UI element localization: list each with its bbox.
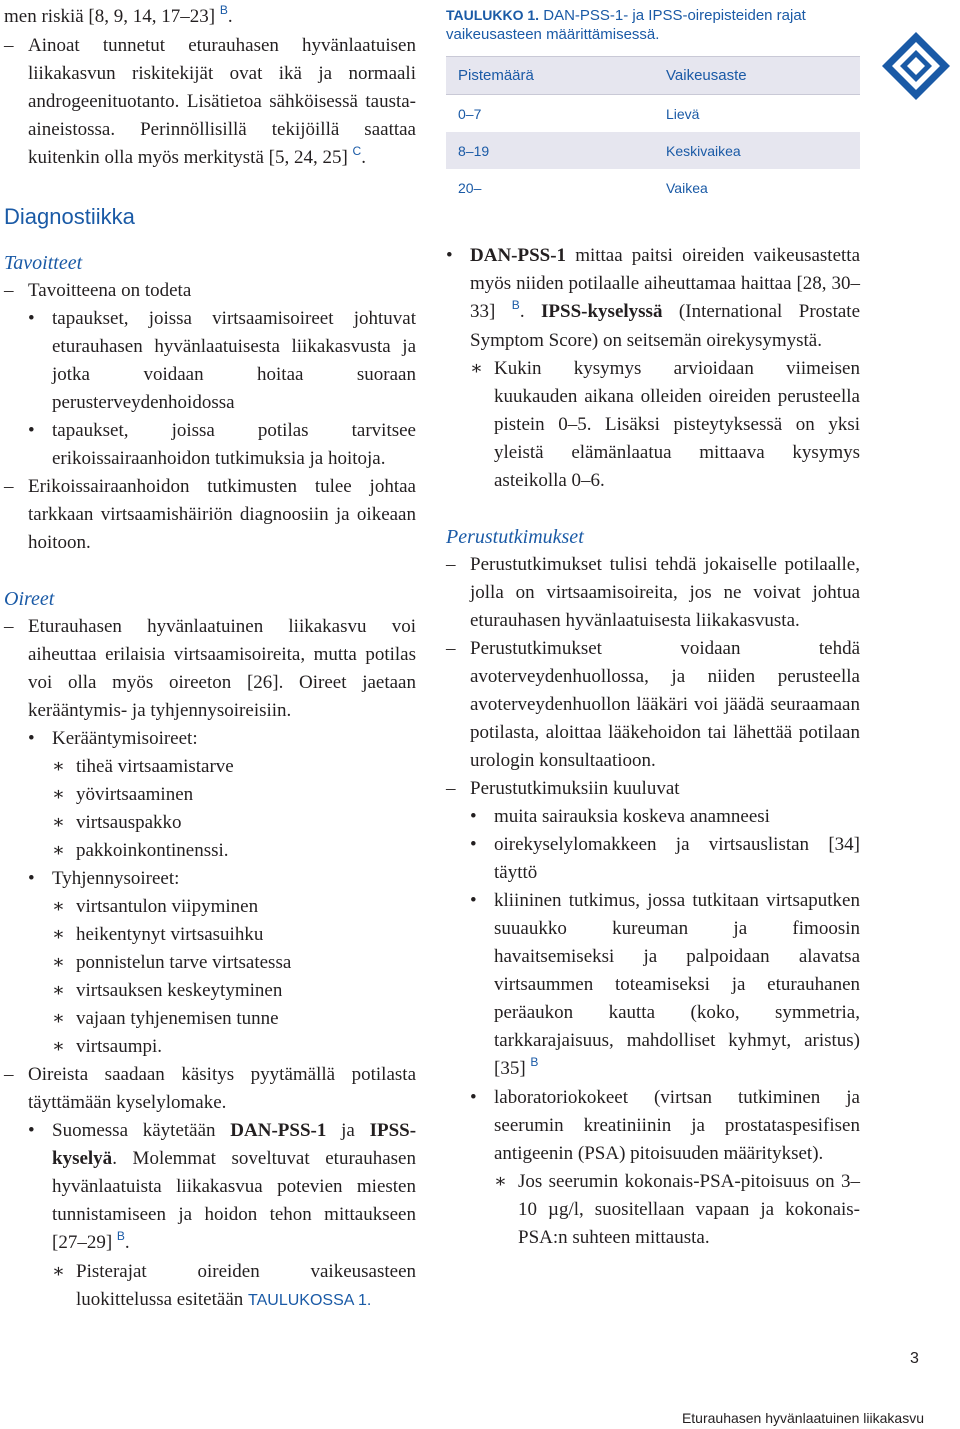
column-header-score: Pistemäärä	[446, 57, 654, 95]
right-column	[446, 0, 860, 1252]
evidence-level-b: B	[530, 1055, 539, 1069]
exam-bullet-4	[446, 1084, 860, 1168]
table-title: DAN-PSS-1- ja IPSS-oirepisteiden rajat vaikeusasteen määrittämisessä.	[446, 7, 806, 43]
asterisk-marker: ∗	[494, 1171, 507, 1192]
basic-exam-dash-3-text: Perustutkimuksiin kuuluvat	[470, 778, 680, 799]
intro-line-text: men riskiä [8, 9, 14, 17–23]	[4, 6, 216, 27]
bullet-marker: •	[470, 834, 477, 855]
asterisk-marker: ∗	[52, 756, 65, 777]
severity-cell: Keskivaikea	[654, 132, 860, 169]
dash-marker: –	[4, 1064, 14, 1085]
ipss-term: IPSS-kyselyä	[52, 1120, 417, 1169]
voiding-symptoms-list	[4, 893, 416, 1061]
exam-bullet-3	[446, 887, 860, 1084]
symptom-list-item	[4, 921, 416, 949]
dash-marker: –	[446, 554, 456, 575]
column-header-severity: Vaikeusaste	[654, 57, 860, 95]
questionnaire-rest: . Molemmat soveltuvat eturauhasen hyvänlaatuista liikakasvua potevien miesten tunnistamiseen ja hoidon tehon mittaukseen [27–29]	[52, 1148, 416, 1253]
symptom-list-item	[4, 1005, 416, 1033]
table-header-row	[446, 57, 860, 95]
symptom-list-item	[4, 977, 416, 1005]
goal-bullet-1	[4, 305, 416, 417]
evidence-level-b: B	[116, 1229, 125, 1243]
basic-exam-dash-2	[446, 635, 860, 775]
exam-bullet-1-text: muita sairauksia koskeva anamneesi	[494, 806, 770, 827]
symptom-text: virtsantulon viipyminen	[76, 896, 259, 917]
section-heading-diagnostiikka: Diagnostiikka	[4, 204, 135, 229]
basic-exam-dash-3	[446, 775, 860, 803]
dan-pss-term: DAN-PSS-1	[230, 1120, 327, 1141]
asterisk-marker: ∗	[52, 952, 65, 973]
evidence-level-b: B	[511, 298, 520, 312]
basic-exam-dash-1	[446, 551, 860, 635]
table-row	[446, 132, 860, 169]
evidence-level-c: C	[352, 144, 362, 158]
symptom-text: virtsauspakko	[76, 812, 182, 833]
voiding-symptoms-label: Tyhjennysoireet:	[52, 868, 180, 889]
score-cell: 20–	[458, 179, 482, 196]
risk-factors-item: – Ainoat tunnetut eturauhasen hyvänlaatuisen liikakasvun riskitekijät ovat ikä ja normaali androgeenituotanto. Lisätietoa sähköisessä tausta-aineistossa. Perinnöllisillä tekijöillä saattaa kuitenkin olla myös merkitystä [5, 24, 25] $^C$.	[4, 32, 416, 173]
bullet-marker: •	[28, 420, 35, 441]
bullet-marker: •	[28, 308, 35, 329]
table-reference-link[interactable]: TAULUKOSSA 1	[248, 1292, 367, 1309]
risk-factors-text: Ainoat tunnetut eturauhasen hyvänlaatuisen liikakasvun riskitekijät ovat ikä ja normaali androgeenituotanto. Lisätietoa sähköisessä tausta-aineistossa. Perinnöllisillä tekijöillä saattaa kuitenkin olla myös merkitystä [5, 24, 25]	[28, 35, 416, 168]
asterisk-marker: ∗	[52, 1008, 65, 1029]
dan-pss-term: DAN-PSS-1	[470, 245, 567, 266]
psa-text: Jos seerumin kokonais-PSA-pitoisuus on 3–10 µg/l, suositellaan vapaan ja kokonais-PSA:n suhteen mittausta.	[518, 1171, 860, 1248]
symptom-list-item	[4, 809, 416, 837]
asterisk-marker: ∗	[52, 784, 65, 805]
left-column	[4, 0, 416, 1315]
asterisk-marker: ∗	[52, 1261, 65, 1282]
running-footer: Eturauhasen hyvänlaatuinen liikakasvu	[681, 1410, 924, 1426]
dan-pss-bullet: • DAN-PSS-1 mittaa paitsi oireiden vaikeusastetta myös niiden potilaalle aiheuttamaa haittaa [28, 30–33] $^B$. IPSS-kyselyssä (International Prostate Symptom Score) on seitsemän oirekysymystä.	[446, 242, 860, 355]
symptom-list-item	[4, 781, 416, 809]
ipss-text: (International Prostate Symptom Score) on seitsemän oirekysymystä.	[470, 301, 860, 351]
asterisk-marker: ∗	[52, 980, 65, 1001]
bullet-marker: •	[28, 868, 35, 889]
bullet-marker: •	[470, 890, 477, 911]
questionnaire-dash-text: Oireista saadaan käsitys pyytämällä potilasta täyttämään kyselylomake.	[28, 1064, 416, 1113]
storage-symptoms-list	[4, 753, 416, 865]
symptom-text: yövirtsaaminen	[76, 784, 194, 805]
exam-bullet-2-text: oirekyselylomakkeen ja virtsauslistan [34] täyttö	[494, 834, 860, 883]
asterisk-marker: ∗	[52, 896, 65, 917]
dash-marker: –	[4, 35, 14, 56]
page-number: 3	[910, 1350, 919, 1367]
table-caption	[446, 6, 860, 44]
publisher-logo-icon	[880, 30, 952, 102]
symptom-list-item	[4, 893, 416, 921]
conjunction: ja	[341, 1120, 355, 1141]
asterisk-marker: ∗	[52, 924, 65, 945]
symptoms-dash-text: Eturauhasen hyvänlaatuinen liikakasvu voi aiheuttaa erilaisia virtsaamisoireita, mutta potilas voi olla myös oireeton [26]. Oireet jaetaan kerääntymis- ja tyhjennysoireisiin.	[28, 616, 416, 721]
exam-bullet-4-text: laboratoriokokeet (virtsan tutkiminen ja seerumin kreatiniinin ja prostataspesifisen antigeenin (PSA) pitoisuuden määritykset).	[494, 1087, 860, 1164]
questionnaire-bullet: • Suomessa käytetään DAN-PSS-1 ja IPSS-kyselyä. Molemmat soveltuvat eturauhasen hyvänlaatuista liikakasvua potevien miesten tunnistamiseen ja hoidon tehon mittaukseen [27–29] $^B$.	[4, 1117, 416, 1258]
severity-cell: Vaikea	[666, 179, 708, 196]
dash-marker: –	[446, 638, 456, 659]
tavoitteena-text: Tavoitteena on todeta	[28, 280, 192, 301]
bullet-marker: •	[470, 806, 477, 827]
table-row	[446, 95, 860, 133]
symptom-list-item	[4, 949, 416, 977]
asterisk-marker: ∗	[470, 358, 483, 379]
exam-bullet-2	[446, 831, 860, 887]
exam-bullet-3-text: kliininen tutkimus, jossa tutkitaan virtsaputken suuaukko kureuman ja fimoosin havaitsemiseksi ja palpoidaan alavatsa virtsaummen toteamiseksi ja eturauhanen peräaukon kautta (koko, symmetria, tarkkarajaisuus, mahdolliset kyhmyt, aristus) [35]	[494, 890, 860, 1079]
symptom-text: virtsauksen keskeytyminen	[76, 980, 283, 1001]
goal-bullet-1-text: tapaukset, joissa virtsaamisoireet johtuvat eturauhasen hyvänlaatuisesta liikakasvusta ja jotka voidaan hoitaa suoraan perusterveydenhoidossa	[52, 308, 416, 413]
symptom-text: ponnistelun tarve virtsatessa	[76, 952, 292, 973]
symptom-text: pakkoinkontinenssi.	[76, 840, 229, 861]
subheading-oireet: Oireet	[4, 588, 55, 610]
symptom-text: virtsaumpi.	[76, 1036, 163, 1057]
bullet-marker: •	[470, 1087, 477, 1108]
severity-table	[446, 56, 860, 206]
questionnaire-prefix: Suomessa käytetään	[52, 1120, 216, 1141]
intro-line: men riskiä [8, 9, 14, 17–23] $^B$.	[4, 3, 233, 27]
goal-bullet-2-text: tapaukset, joissa potilas tarvitsee erikoissairaanhoidon tutkimuksia ja hoitoja.	[52, 420, 416, 469]
storage-symptoms-label: Kerääntymisoireet:	[52, 728, 198, 749]
bullet-marker: •	[28, 728, 35, 749]
symptom-text: vajaan tyhjenemisen tunne	[76, 1008, 279, 1029]
bullet-marker: •	[446, 245, 453, 266]
dash-marker: –	[4, 476, 14, 497]
evidence-level-b: B	[219, 3, 228, 17]
asterisk-marker: ∗	[52, 1036, 65, 1057]
symptoms-dash	[4, 613, 416, 725]
basic-exam-dash-1-text: Perustutkimukset tulisi tehdä jokaiselle potilaalle, jolla on virtsaamisoireita, jos ne voivat johtua eturauhasen hyvänlaatuisesta liikakasvusta.	[470, 554, 860, 631]
basic-exam-dash-2-text: Perustutkimukset voidaan tehdä avoterveydenhuollossa, ja niiden perusteella avoterveydenhuollon lääkäri voi jäädä seuraamaan potilasta, aloittaa lääkehoidon tai lähettää potilaan urologin konsultaatioon.	[470, 638, 860, 771]
symptom-text: heikentynyt virtsasuihku	[76, 924, 264, 945]
scoring-text: Kukin kysymys arvioidaan viimeisen kuukauden aikana olleiden oireiden perusteella pistein 0–5. Lisäksi pisteytyksessä on yksi yleistä elämänlaatua mittaava kysymys asteikolla 0–6.	[494, 358, 860, 491]
score-cell: 8–19	[446, 132, 654, 169]
dash-marker: –	[446, 778, 456, 799]
subheading-perustutkimukset: Perustutkimukset	[446, 526, 584, 548]
severity-cell: Lievä	[666, 105, 700, 122]
diagnosis-dash-text: Erikoissairaanhoidon tutkimusten tulee johtaa tarkkaan virtsaamishäiriön diagnoosiin ja oikeaan hoitoon.	[28, 476, 416, 553]
score-cell: 0–7	[458, 105, 482, 122]
symptom-list-item	[4, 837, 416, 865]
scoring-asterisk	[446, 355, 860, 495]
dan-pss-text: mittaa paitsi oireiden vaikeusastetta myös niiden potilaalle aiheuttamaa haittaa [28, 30–33]	[470, 245, 861, 322]
symptom-list-item	[4, 753, 416, 781]
ipss-term: IPSS-kyselyssä	[541, 301, 663, 322]
cutoff-text: Pisterajat oireiden vaikeusasteen luokittelussa esitetään	[76, 1261, 416, 1310]
questionnaire-dash	[4, 1061, 416, 1117]
tavoitteena-item	[4, 277, 416, 305]
goal-bullet-2	[4, 417, 416, 473]
subheading-tavoitteet: Tavoitteet	[4, 252, 83, 274]
table-label: TAULUKKO 1.	[446, 7, 540, 23]
symptom-text: tiheä virtsaamistarve	[76, 756, 234, 777]
psa-asterisk	[446, 1168, 860, 1252]
bullet-marker: •	[28, 1120, 35, 1141]
storage-symptoms-bullet	[4, 725, 416, 753]
table-row	[446, 169, 860, 206]
voiding-symptoms-bullet	[4, 865, 416, 893]
diagnosis-dash	[4, 473, 416, 557]
cutoff-asterisk: ∗ Pisterajat oireiden vaikeusasteen luokittelussa esitetään TAULUKOSSA 1.	[4, 1258, 416, 1315]
dash-marker: –	[4, 616, 14, 637]
asterisk-marker: ∗	[52, 812, 65, 833]
asterisk-marker: ∗	[52, 840, 65, 861]
exam-bullet-1	[446, 803, 860, 831]
dash-marker: –	[4, 280, 14, 301]
symptom-list-item	[4, 1033, 416, 1061]
